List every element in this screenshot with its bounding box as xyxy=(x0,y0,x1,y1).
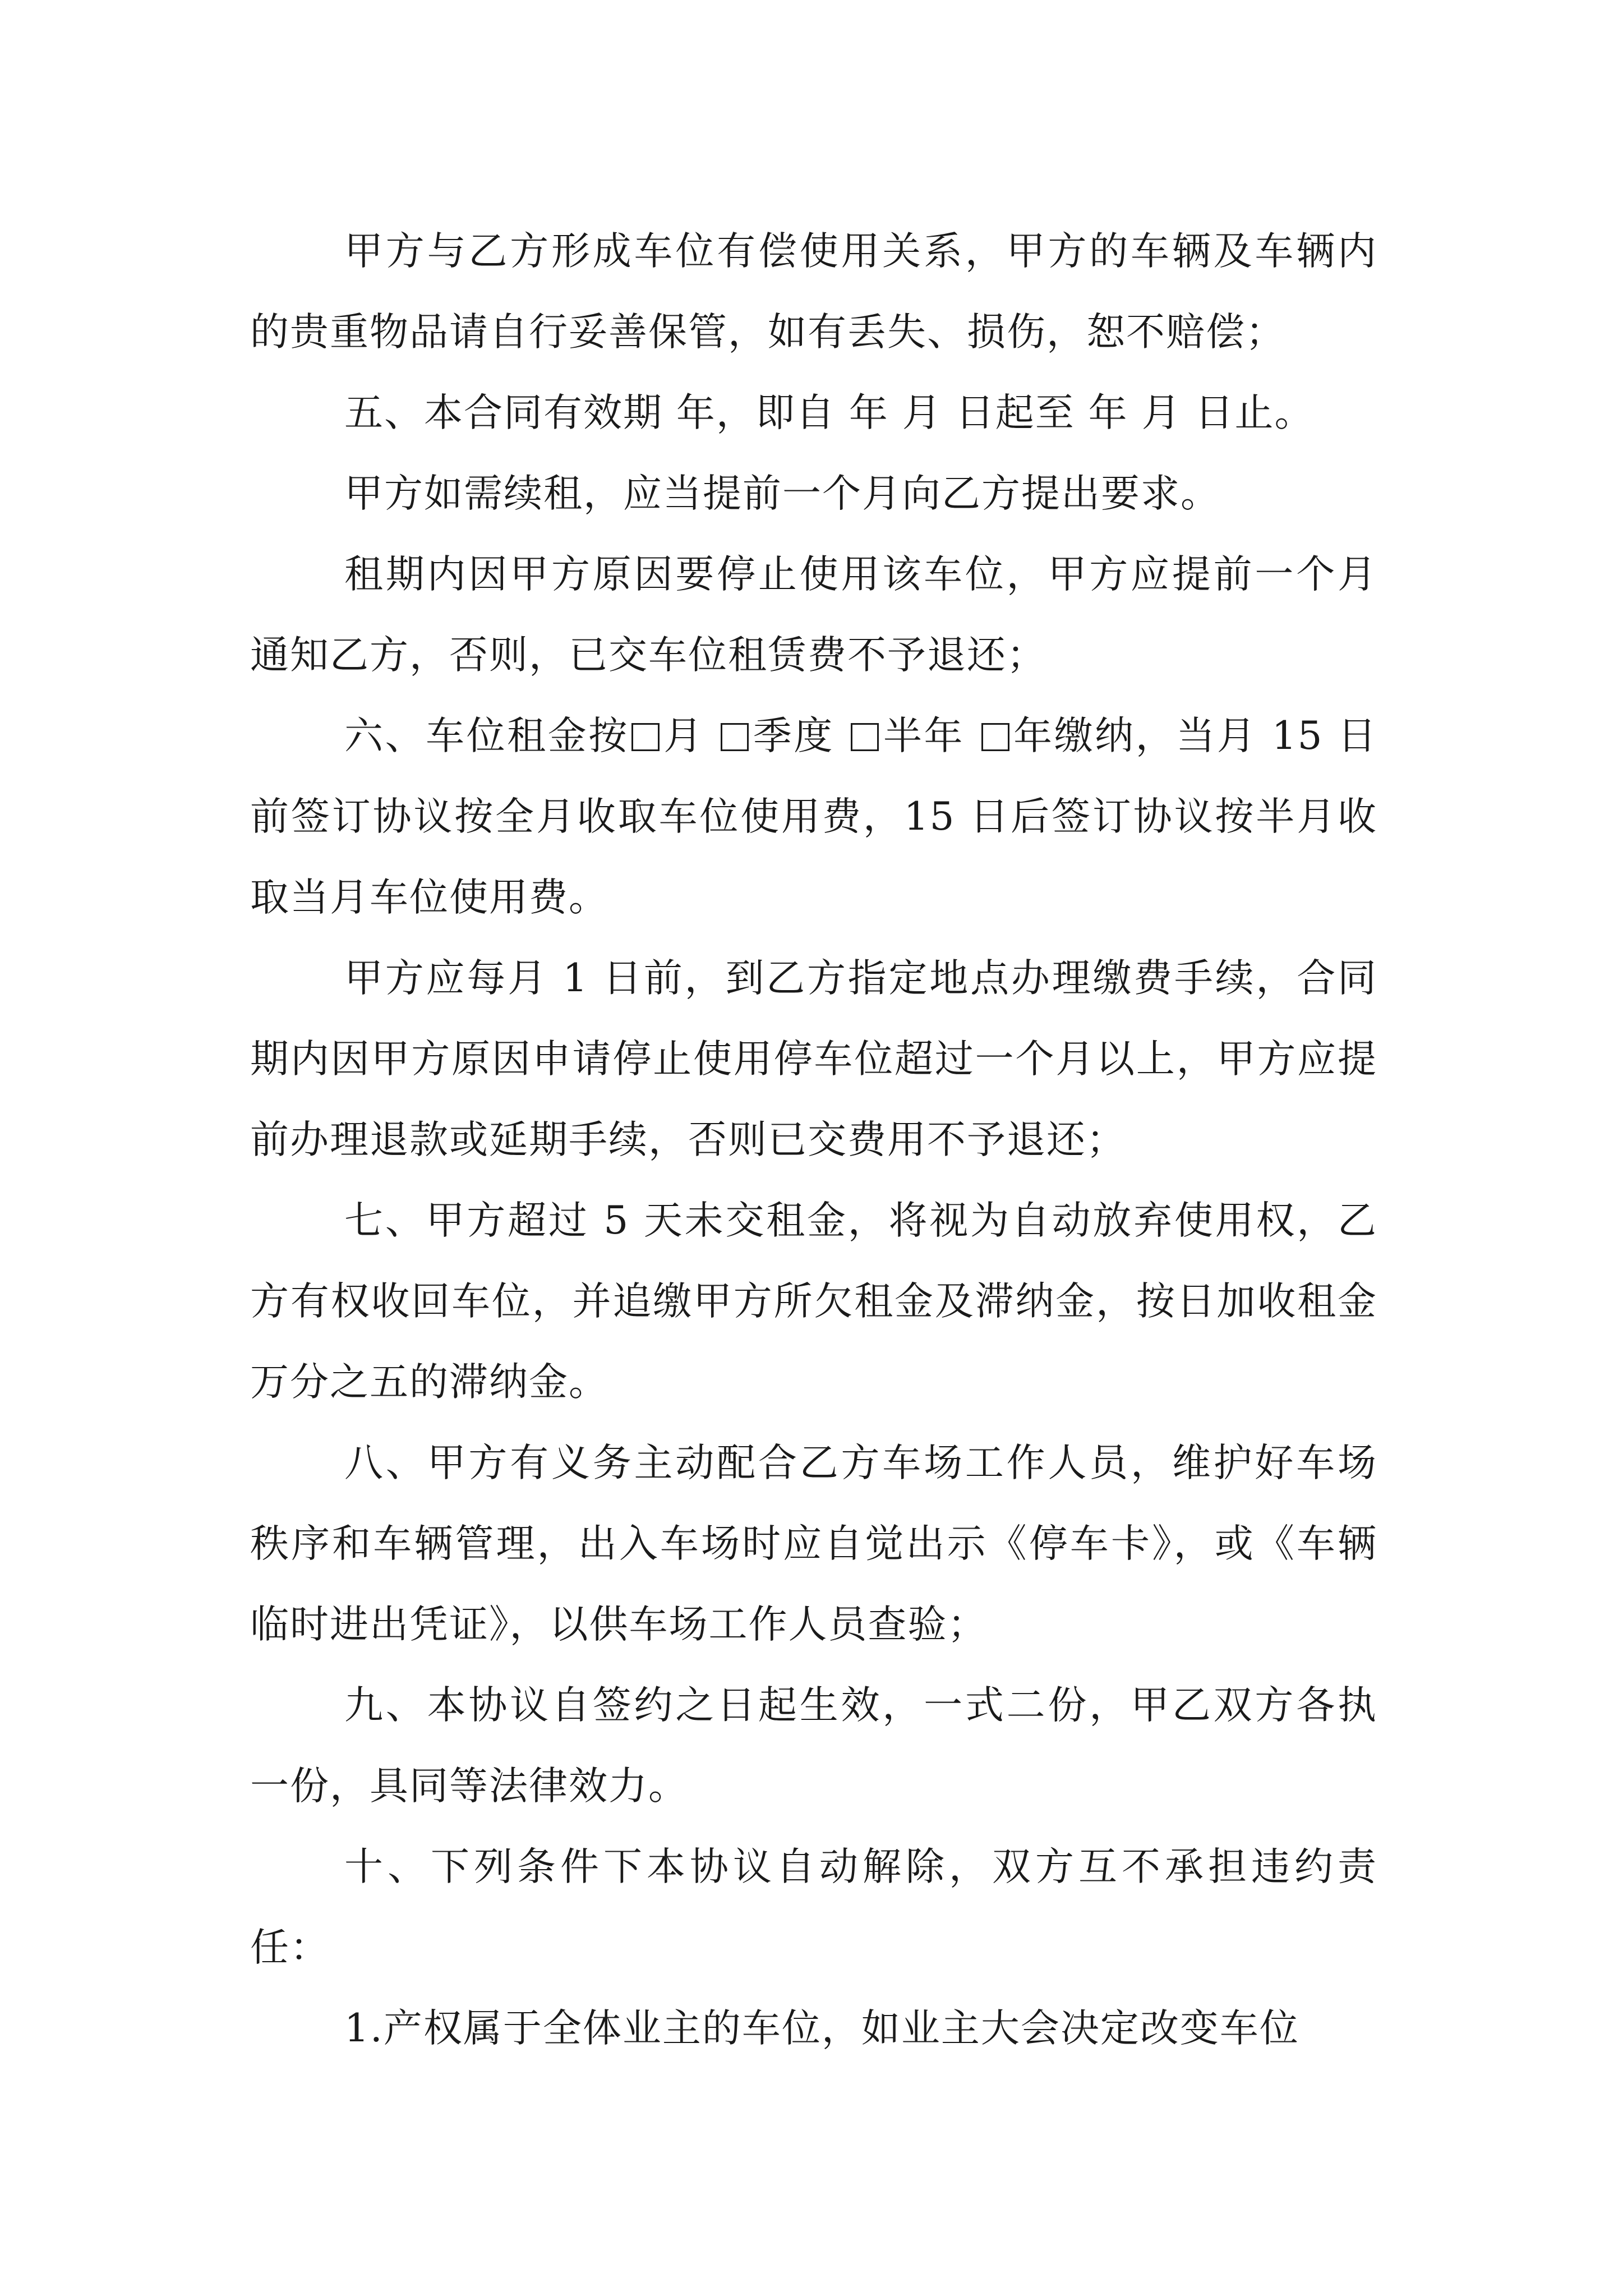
option-yearly-label: 年 xyxy=(1012,714,1054,758)
checkbox-half-year[interactable] xyxy=(851,723,879,751)
option-half-year-label: 半年 xyxy=(882,714,965,758)
paragraph-condition-1: 1.产权属于全体业主的车位，如业主大会决定改变车位 xyxy=(344,2006,1299,2051)
paragraph-cooperation: 八、甲方有义务主动配合乙方车场工作人员，维护好车场秩序和车辆管理，出入车场时应自觉出示《停车卡》，或《车辆临时进出凭证》，以供车场工作人员查验； xyxy=(250,1441,1377,1647)
paragraph-renewal: 甲方如需续租，应当提前一个月向乙方提出要求。 xyxy=(344,471,1220,516)
payment-prefix: 六、车位租金按 xyxy=(344,714,629,758)
paragraph-liability: 甲方与乙方形成车位有偿使用关系，甲方的车辆及车辆内的贵重物品请自行妥善保管，如有丢失、损伤，恕不赔偿； xyxy=(250,229,1377,355)
checkbox-monthly[interactable] xyxy=(631,723,660,751)
paragraph-payment-deadline: 甲方应每月 1 日前，到乙方指定地点办理缴费手续，合同期内因甲方原因申请停止使用停车位超过一个月以上，甲方应提前办理退款或延期手续，否则已交费用不予退还； xyxy=(250,956,1377,1162)
paragraph-auto-termination: 十、下列条件下本协议自动解除，双方互不承担违约责任： xyxy=(250,1844,1377,1970)
checkbox-quarterly[interactable] xyxy=(721,723,749,751)
checkbox-yearly[interactable] xyxy=(981,723,1009,751)
paragraph-effectiveness: 九、本协议自签约之日起生效，一式二份，甲乙双方各执一份，具同等法律效力。 xyxy=(250,1683,1377,1809)
paragraph-contract-term: 五、本合同有效期 年，即自 年 月 日起至 年 月 日止。 xyxy=(344,390,1315,435)
paragraph-early-termination: 租期内因甲方原因要停止使用该车位，甲方应提前一个月通知乙方，否则，已交车位租赁费不予退还； xyxy=(250,552,1377,678)
document-body xyxy=(250,211,1377,2069)
payment-suffix: 缴纳，当月 15 日前签订协议按全月收取车位使用费，15 日后签订协议按半月收取当月车位使用费。 xyxy=(250,714,1378,920)
option-quarterly-label: 季度 xyxy=(752,714,834,758)
paragraph-payment-terms xyxy=(250,696,1377,938)
paragraph-late-payment: 七、甲方超过 5 天未交租金，将视为自动放弃使用权，乙方有权收回车位，并追缴甲方所欠租金及滞纳金，按日加收租金万分之五的滞纳金。 xyxy=(250,1198,1377,1405)
option-monthly-label: 月 xyxy=(662,714,704,758)
